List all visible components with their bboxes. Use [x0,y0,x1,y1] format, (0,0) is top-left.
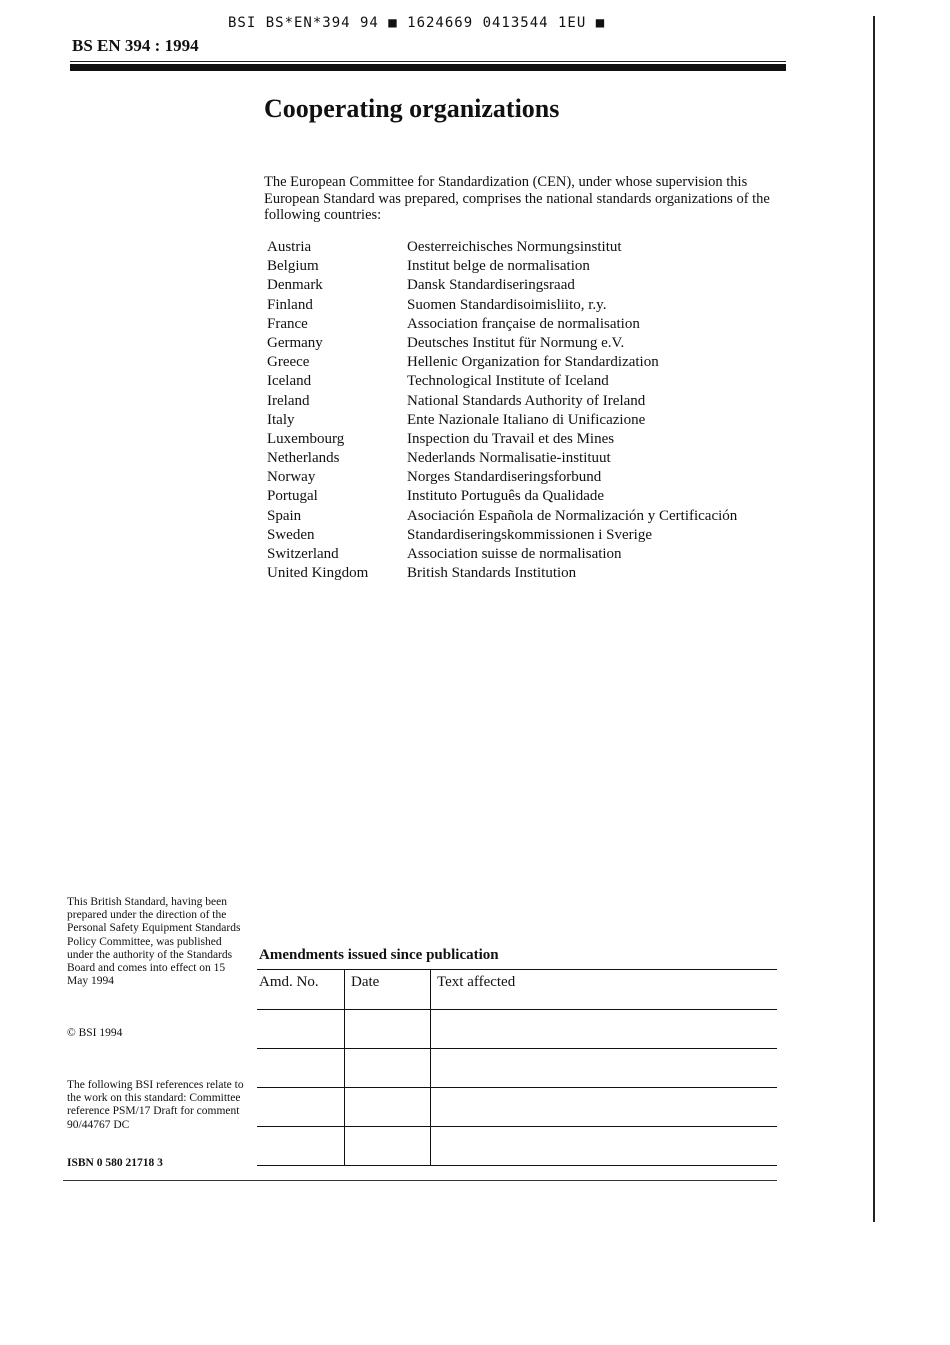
organization-name: Dansk Standardiseringsraad [407,277,575,294]
table-rule [257,1165,777,1166]
table-rule [257,969,777,970]
organization-row [267,296,807,315]
organization-name: Technological Institute of Iceland [407,373,609,390]
header-rule-thick [70,64,786,71]
organization-country: United Kingdom [267,565,369,582]
organization-country: Spain [267,507,302,524]
organization-country: Finland [267,296,313,313]
organization-country: Austria [267,239,312,255]
footer-rule [63,1180,777,1181]
organization-country: Italy [267,411,295,428]
organization-name: Norges Standardiseringsforbund [407,469,602,486]
organization-row [267,430,807,449]
table-column-divider [430,969,431,1166]
organization-country: Netherlands [267,450,340,467]
copyright-notice: © BSI 1994 [67,1027,123,1039]
amendments-table [257,969,777,1166]
organization-row [267,449,807,468]
scan-header-code: BSI BS*EN*394 94 ■ 1624669 0413544 1EU ■ [228,15,606,31]
organization-country: Denmark [267,277,323,294]
organization-row [267,545,807,564]
organization-row [267,257,807,276]
organization-name: Suomen Standardisoimisliito, r.y. [407,296,607,313]
organization-row [267,334,807,353]
organization-row [267,564,807,583]
organization-country: Norway [267,469,316,486]
organization-row [267,238,807,257]
organization-row [267,507,807,526]
organization-row [267,487,807,506]
organization-name: Association française de normalisation [407,315,640,332]
table-rule [257,1126,777,1127]
header-rule-thin [70,61,786,62]
intro-paragraph: The European Committee for Standardization (CEN), under whose supervision this European Standard was prepared, comprises the national standards organizations of the following countries: [264,174,770,223]
organization-row [267,392,807,411]
organization-name: Standardiseringskommissionen i Sverige [407,526,652,543]
right-margin-bar [873,16,875,1222]
column-header-amd-no: Amd. No. [259,974,319,990]
organization-row [267,315,807,334]
organization-country: Sweden [267,526,315,543]
organization-row [267,468,807,487]
organization-country: Greece [267,354,310,371]
references-note: The following BSI references relate to the work on this standard: Committee reference PSM/17 Draft for comment 90/44767 DC [67,1079,244,1131]
isbn: ISBN 0 580 21718 3 [67,1157,163,1169]
organization-name: Hellenic Organization for Standardization [407,354,659,371]
organization-country: Belgium [267,258,319,275]
organization-name: Institut belge de normalisation [407,258,590,275]
organization-country: Iceland [267,373,312,390]
organization-row [267,353,807,372]
organization-country: Ireland [267,392,310,409]
column-header-text-affected: Text affected [437,974,516,990]
page-title: Cooperating organizations [264,94,560,123]
organization-name: Oesterreichisches Normungsinstitut [407,239,622,255]
table-column-divider [344,969,345,1166]
organization-row [267,372,807,391]
organization-country: Switzerland [267,546,339,562]
organizations-list [267,238,807,583]
organization-name: Inspection du Travail et des Mines [407,430,615,447]
column-header-date: Date [351,974,380,990]
organization-name: Nederlands Normalisatie-instituut [407,450,611,467]
organization-name: Deutsches Institut für Normung e.V. [407,334,625,351]
table-rule [257,1087,777,1088]
organization-country: Portugal [267,488,318,505]
organization-country: Germany [267,334,323,351]
organization-row [267,526,807,545]
amendments-heading: Amendments issued since publication [259,947,499,963]
table-rule [257,1048,777,1049]
table-rule [257,1009,777,1010]
organization-name: Asociación Española de Normalización y Certificación [407,507,738,524]
publication-note: This British Standard, having been prepared under the direction of the Personal Safety Equipment Standards Policy Committee, was published under the authority of the Standards Board and comes into effect on 15 May 1994 [67,896,241,988]
organization-row [267,411,807,430]
organization-country: Luxembourg [267,430,345,447]
standard-id: BS EN 394 : 1994 [72,36,199,55]
organization-row [267,276,807,295]
organization-name: Instituto Português da Qualidade [407,488,605,505]
organization-name: Ente Nazionale Italiano di Unificazione [407,411,646,428]
organization-name: Association suisse de normalisation [407,546,622,562]
organization-name: National Standards Authority of Ireland [407,392,646,409]
organization-name: British Standards Institution [407,565,577,582]
organization-country: France [267,315,308,332]
